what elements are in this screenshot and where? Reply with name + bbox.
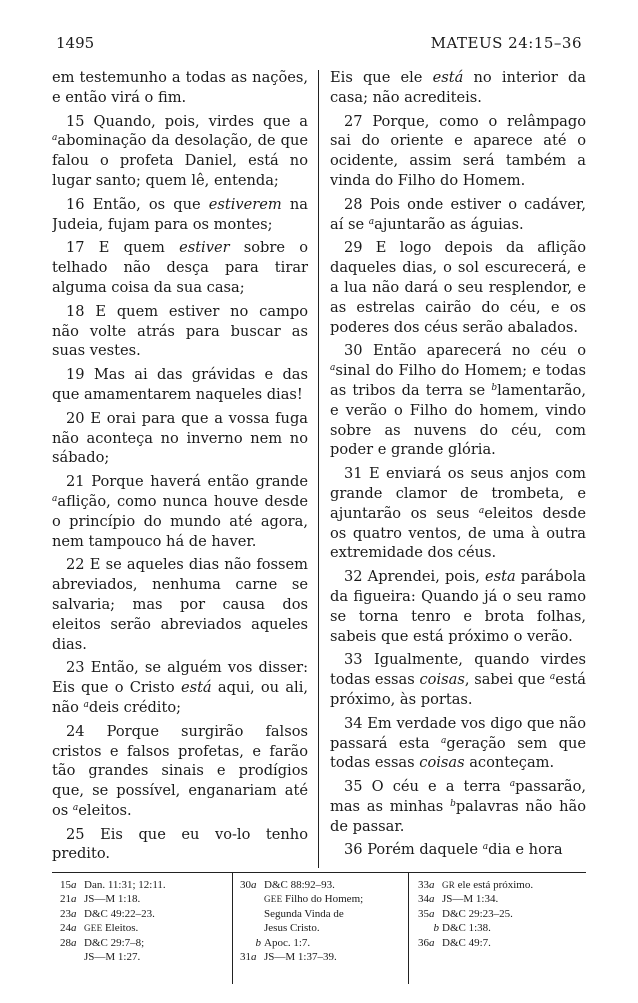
guide-abbreviation: GEE (84, 923, 105, 934)
footnote-entry (418, 878, 588, 892)
verse-text: aflição, como nunca houve desde o princípio do mundo até agora, nem tampouco há de haver. (52, 492, 308, 550)
footnote-key: 28a (60, 936, 77, 949)
verse (330, 777, 586, 836)
footnote-marker: b (491, 382, 498, 393)
verse-text: na Judeia, fujam para os montes; (52, 195, 308, 233)
guide-abbreviation: GEE (264, 894, 285, 905)
footnote-text: Filho do Homem; (284, 893, 364, 906)
footnote-key: b (255, 936, 261, 949)
footnote-entry (418, 936, 588, 950)
footnote-entry (60, 907, 230, 921)
verse (52, 472, 308, 551)
verse-text: 19 Mas ai das grávidas e das que amamentarem naqueles dias! (52, 366, 308, 403)
verse-text: dia e hora (488, 841, 563, 859)
footnote-text: Dan. 11:31; 12:11. (84, 879, 166, 891)
verse-text: abominação da desolação, de que falou o profeta Daniel, está no lugar santo; quem lê, entenda; (52, 132, 308, 189)
verse (330, 112, 586, 191)
verse-text: deis crédito; (88, 698, 182, 716)
footnote-text: Segunda Vinda de (264, 907, 344, 920)
footnote-rule (52, 872, 586, 873)
guide-abbreviation: GR (442, 880, 458, 890)
verse-text: 33 Igualmente, quando virdes todas essas (330, 651, 586, 689)
verse-text: geração sem que todas essas (330, 734, 586, 772)
footnote-text: Eleitos. (104, 922, 139, 935)
footnote-text: D&C 49:7. (442, 936, 491, 949)
verse-text: aqui, ou ali, não (52, 679, 308, 716)
footnote-text: Apoc. 1:7. (264, 936, 311, 949)
footnote-marker: a (478, 505, 485, 516)
footnote-text: D&C 88:92–93. (264, 879, 335, 891)
verse-text: 27 Porque, como o relâmpago sai do oriente e aparece até o ocidente, assim será também a vinda do Filho do Homem. (330, 112, 586, 189)
page-number: 1495 (56, 34, 95, 52)
footnote-marker: a (330, 363, 336, 374)
footnote-entry (60, 936, 230, 950)
footnote-key: 33a (418, 879, 435, 891)
verse (330, 840, 586, 860)
footnote-marker: a (549, 672, 556, 683)
footnote-entry (240, 878, 405, 892)
verse-text: eleitos. (78, 801, 132, 819)
footnote-entry (418, 921, 588, 935)
footnote-entry (240, 907, 405, 921)
verse-text: passarão, mas as minhas (330, 778, 586, 815)
footnote-text: Jesus Cristo. (264, 922, 320, 935)
footnote-text: D&C 1:38. (442, 922, 491, 935)
footnote-divider (232, 872, 233, 984)
footnote-key: 21a (60, 893, 77, 906)
verse-text: sinal do Filho do Homem; e todas as tribos da terra se (330, 362, 586, 399)
verse-continuation (330, 68, 586, 108)
verse-text: 17 E quem (66, 239, 180, 257)
footnote-marker: a (368, 216, 375, 227)
footnote-key: 31a (240, 951, 257, 964)
verse (52, 365, 308, 405)
verse-text: ajuntarão as águias. (374, 215, 524, 233)
footnote-column-1 (60, 878, 230, 964)
footnote-marker: a (509, 779, 516, 790)
footnote-text: JS—M 1:34. (442, 893, 499, 906)
verse-text: sobre o telhado não desça para tirar alguma coisa da sua casa; (52, 239, 308, 296)
footnote-text: D&C 49:22–23. (84, 907, 155, 920)
footnote-entry (240, 892, 405, 906)
footnote-marker: a (52, 133, 58, 144)
footnote-key: 15a (60, 879, 77, 891)
verse (52, 555, 308, 654)
verse-text: parábola da figueira: Quando já o seu ramo se torna tenro e brota folhas, sabeis que está próximo o verão. (330, 568, 586, 645)
right-column (330, 68, 586, 868)
verse (52, 658, 308, 717)
verse-text: 28 Pois onde estiver o cadáver, aí se (330, 195, 586, 233)
footnote-entry (60, 950, 230, 964)
footnote-entry (240, 921, 405, 935)
verse (52, 825, 308, 865)
chapter-reference: MATEUS 24:15–36 (430, 34, 582, 52)
footnote-text: ele está próximo. (457, 879, 534, 891)
verse-text: 24 Porque surgirão falsos cristos e falsos profetas, e farão tão grandes sinais e prodígios que, se possível, enganariam até os (52, 722, 308, 819)
verse-text: 23 Então, se alguém vos disser: Eis que o Cristo (52, 659, 308, 697)
footnote-divider (408, 872, 409, 984)
verse (52, 238, 308, 297)
footnote-key: 30a (240, 879, 257, 891)
verse-text: lamentarão, e verão o Filho do homem, vindo sobre as nuvens do céu, com poder e grande glória. (330, 381, 586, 459)
footnote-entry (60, 878, 230, 892)
footnote-marker: b (450, 798, 456, 809)
verse-text: 30 Então aparecerá no céu o (344, 342, 586, 360)
verse (330, 650, 586, 709)
italic-word: esta (484, 568, 516, 586)
verse-text: 16 Então, os que (66, 195, 209, 213)
italic-word: coisas (419, 671, 465, 689)
footnote-column-3 (418, 878, 588, 950)
verse (330, 238, 586, 337)
left-column (52, 68, 308, 868)
footnote-text: JS—M 1:27. (84, 951, 141, 964)
footnote-entry (418, 892, 588, 906)
verse-continuation (52, 68, 308, 108)
scripture-body (52, 68, 586, 868)
verse-text: no interior da casa; não acrediteis. (330, 69, 586, 106)
footnote-text: JS—M 1:37–39. (264, 951, 337, 964)
italic-word: está (432, 69, 464, 86)
verse-text: eleitos desde os quatro ventos, de uma à outra extremidade dos céus. (330, 504, 586, 562)
verse (52, 722, 308, 821)
italic-word: está (180, 679, 212, 697)
verse-text: 25 Eis que eu vo-lo tenho predito. (52, 825, 308, 863)
verse (330, 341, 586, 460)
footnote-entry (240, 936, 405, 950)
verse-text: 32 Aprendei, pois, (344, 568, 485, 586)
italic-word: estiverem (208, 195, 282, 213)
verse-text: em testemunho a todas as nações, e então virá o fim. (52, 69, 308, 106)
verse-text: 35 O céu e a terra (344, 778, 510, 796)
footnote-key: b (433, 922, 439, 935)
verse-text: , sabei que (464, 671, 550, 689)
verse (330, 195, 586, 235)
footnote-key: 24a (60, 922, 77, 935)
verse (330, 567, 586, 646)
footnote-text: D&C 29:7–8; (84, 936, 145, 949)
footnote-text: D&C 29:23–25. (442, 907, 513, 920)
verse-text: aconteçam. (464, 754, 555, 772)
verse-text: 21 Porque haverá então grande (66, 473, 308, 491)
verse-text: está próximo, às portas. (330, 671, 586, 708)
footnote-entry (60, 921, 230, 935)
italic-word: estiver (179, 239, 230, 257)
page-header (56, 34, 582, 58)
footnote-key: 35a (418, 907, 435, 920)
verse (330, 714, 586, 773)
footnote-marker: a (482, 842, 489, 853)
footnote-key: 34a (418, 893, 435, 906)
verse-text: 22 E se aqueles dias não fossem abreviados, nenhuma carne se salvaria; mas por causa dos eleitos serão abreviados aqueles dias. (52, 556, 308, 653)
verse (330, 464, 586, 563)
italic-word: coisas (419, 754, 465, 772)
verse (52, 409, 308, 468)
footnote-marker: a (72, 802, 79, 813)
verse-text: palavras não hão de passar. (330, 797, 586, 835)
verse (52, 302, 308, 361)
verse-text: Eis que ele (330, 69, 433, 86)
verse-text: 18 E quem estiver no campo não volte atrás para buscar as suas vestes. (52, 302, 308, 360)
verse (52, 112, 308, 191)
verse-text: 20 E orai para que a vossa fuga não aconteça no inverno nem no sábado; (52, 409, 308, 467)
footnote-marker: a (83, 699, 89, 710)
verse-text: 15 Quando, pois, virdes que a (66, 112, 308, 130)
footnote-entry (60, 892, 230, 906)
footnote-text: JS—M 1:18. (84, 893, 141, 906)
footnote-entry (240, 950, 405, 964)
footnote-entry (418, 907, 588, 921)
footnote-key: 23a (60, 907, 77, 920)
verse (52, 195, 308, 235)
verse-text: 31 E enviará os seus anjos com grande clamor de trombeta, e ajuntarão os seus (330, 465, 586, 522)
verse-text: 34 Em verdade vos digo que não passará esta (330, 714, 586, 752)
footnote-marker: a (52, 493, 58, 504)
footnote-column-2 (240, 878, 405, 964)
footnote-marker: a (441, 735, 447, 746)
footnote-key: 36a (418, 936, 435, 949)
verse-text: 29 E logo depois da aflição daqueles dias, o sol escurecerá, e a lua não dará o seu resplendor, e as estrelas cairão do céu, e os poderes dos céus serão abalados. (330, 239, 586, 336)
verse-text: 36 Porém daquele (344, 841, 483, 859)
